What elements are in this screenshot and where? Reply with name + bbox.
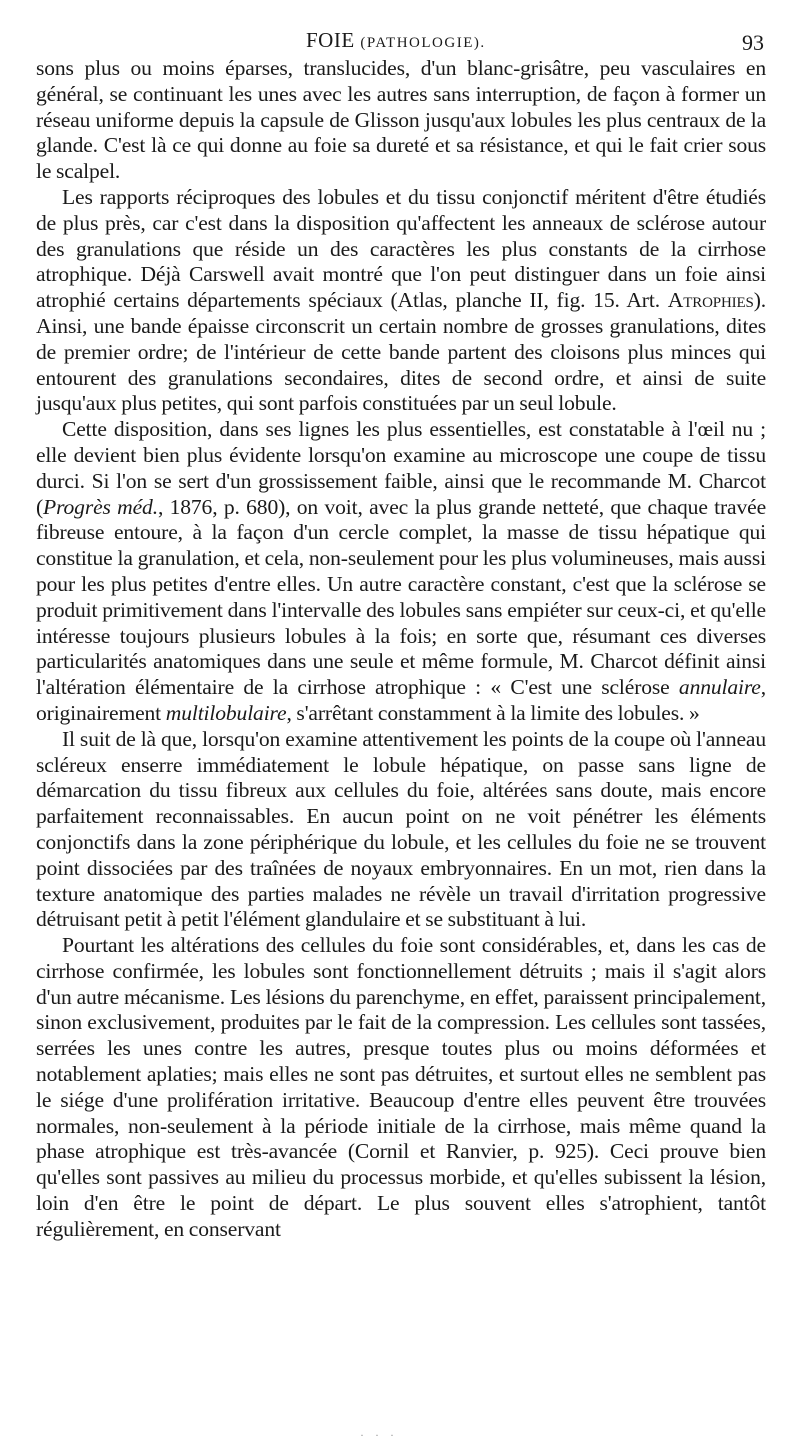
text-run: , 1876, p. 680), on voit, avec la plus grande netteté, que chaque travée fibreuse entoure, à la façon d'un cercle complet, la masse de tissu hépatique qui constitue la granulation, et cela, non-seulement pour les plus volumineuses, mais aussi pour les plus petites d'entre elles. Un autre caractère constant, c'est que la sclérose se produit primitivement dans l'intervalle des lobules sans empiéter sur ceux-ci, et qu'elle intéresse toujours plusieurs lobules à la fois; en sorte que, résumant ces diverses particularités anatomiques dans une seule et même formule, M. Charcot définit ainsi l'altération élémentaire de la cirrhose atrophique : « C'est une sclérose — [36, 494, 766, 700]
italic-text: Progrès méd. — [43, 494, 158, 519]
paragraph — [36, 417, 766, 727]
italic-text: multilobulaire — [165, 700, 287, 725]
text-run: Les rapports réciproques des lobules et du tissu conjonctif méritent d'être étudiés de plus près, car c'est dans la disposition qu'affectent les anneaux de sclérose autour des granulations que réside un des caractères les plus constants de la cirrhose atrophique. Déjà Carswell avait montré que l'on peut distinguer dans un foie ainsi atrophié certains départements spéciaux (Atlas, planche II, fig. 15. Art. — [36, 184, 766, 313]
small-caps-text: Atrophies — [667, 288, 754, 313]
text-run: sons plus ou moins éparses, translucides, d'un blanc-grisâtre, peu vasculaires en général, se continuant les unes avec les autres sans interruption, de façon à former un réseau uniforme depuis la capsule de Glisson jusqu'aux lobules les plus centraux de la glande. C'est là ce qui donne au foie sa dureté et sa résistance, et qui le fait crier sous le scalpel. — [36, 56, 766, 184]
body-text — [36, 56, 766, 1243]
running-head — [36, 22, 766, 56]
italic-text: annulaire — [678, 675, 761, 700]
paragraph — [36, 56, 766, 185]
paragraph — [36, 727, 766, 933]
page-bottom-specks: · · · — [360, 1428, 398, 1442]
text-run: Pourtant les altérations des cellules du foie sont considérables, et, dans les cas de cirrhose confirmée, les lobules sont fonctionnellement détruits ; mais il s'agit alors d'un autre mécanisme. Les lésions du parenchyme, en effet, paraissent principalement, sinon exclusivement, produites par le fait de la compression. Les cellules sont tassées, serrées les unes contre les autres, presque toutes plus ou moins déformées et notablement aplaties; mais elles ne sont pas détruites, et surtout elles ne semblent pas le siége d'une prolifération irritative. Beaucoup d'entre elles peuvent être trouvées normales, non-seulement à la période initiale de la cirrhose, mais même quand la phase atrophique est très-avancée (Cornil et Ranvier, p. 925). Ceci prouve bien qu'elles sont passives au milieu du processus morbide, et qu'elles subissent la lésion, loin d'en être le point de départ. Le plus souvent elles s'atrophient, tantôt régulièrement, en conservant — [36, 933, 766, 1241]
document-page — [36, 22, 766, 1243]
page-number: 93 — [742, 30, 764, 55]
page-title — [306, 28, 486, 53]
title-subtitle: (PATHOLOGIE). — [360, 35, 486, 51]
text-run: , s'arrêtant constamment à la limite des lobules. » — [286, 700, 700, 725]
title-main: FOIE — [306, 28, 355, 52]
text-run: , originairement — [36, 675, 766, 725]
text-run: Il suit de là que, lorsqu'on examine attentivement les points de la coupe où l'anneau scléreux enserre immédiatement le lobule hépatique, on passe sans ligne de démarcation du tissu fibreux aux cellules du foie, altérées sans doute, mais encore parfaitement reconnaissables. En aucun point on ne voit pénétrer les éléments conjonctifs dans la zone périphérique du lobule, et les cellules du foie ne se trouvent point dissociées par des traînées de noyaux embryonnaires. En un mot, rien dans la texture anatomique des parties malades ne révèle un travail d'irritation progressive détruisant petit à petit l'élément glandulaire et se substituant à lui. — [36, 726, 766, 932]
text-run: ). Ainsi, une bande épaisse circonscrit un certain nombre de grosses granulations, dites de premier ordre; de l'intérieur de cette bande partent des cloisons plus minces qui entourent des granulations secondaires, dites de second ordre, et ainsi de suite jusqu'aux plus petites, qui sont parfois constituées par un seul lobule. — [36, 288, 766, 416]
text-run: Cette disposition, dans ses lignes les plus essentielles, est constatable à l'œil nu ; elle devient bien plus évidente lorsqu'on examine au microscope une coupe de tissu durci. Si l'on se sert d'un grossissement faible, ainsi que le recommande M. Charcot ( — [36, 417, 766, 519]
paragraph — [36, 185, 766, 417]
paragraph — [36, 933, 766, 1243]
